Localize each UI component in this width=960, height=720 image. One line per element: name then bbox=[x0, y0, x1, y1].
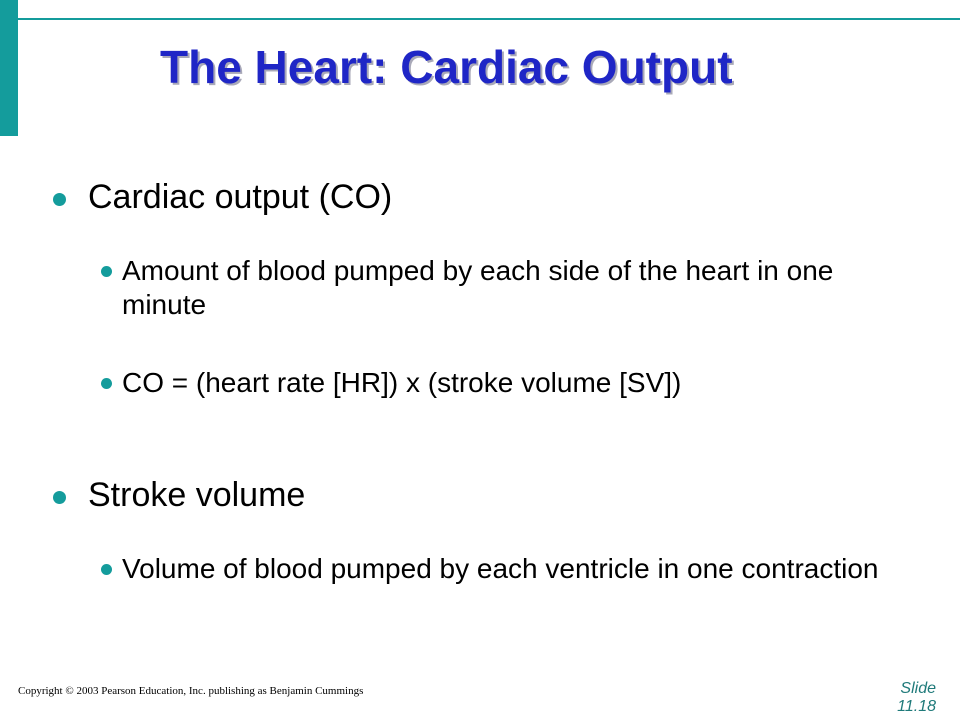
slide-number-value: 11.18 bbox=[897, 698, 936, 716]
sub-bullet-dot-icon bbox=[101, 378, 112, 389]
sub-bullet-text: Volume of blood pumped by each ventricle in one contraction bbox=[122, 553, 879, 584]
sub-bullet-text: CO = (heart rate [HR]) x (stroke volume [SV]) bbox=[122, 367, 682, 398]
accent-bar-vertical bbox=[0, 0, 18, 136]
sub-bullet-volume-of-blood bbox=[101, 552, 891, 586]
sub-bullet-amount-of-blood bbox=[101, 254, 891, 321]
bullet-cardiac-output bbox=[53, 178, 392, 217]
sub-bullet-dot-icon bbox=[101, 564, 112, 575]
slide-label: Slide bbox=[900, 680, 936, 697]
bullet-stroke-volume bbox=[53, 476, 305, 515]
bullet-dot-icon bbox=[53, 491, 66, 504]
accent-bar-horizontal bbox=[18, 18, 960, 20]
bullet-dot-icon bbox=[53, 193, 66, 206]
slide-number bbox=[856, 680, 936, 717]
slide-title: The Heart: Cardiac Output bbox=[160, 41, 733, 93]
sub-bullet-text: Amount of blood pumped by each side of the heart in one minute bbox=[122, 255, 834, 320]
bullet-text: Stroke volume bbox=[88, 476, 306, 514]
sub-bullet-dot-icon bbox=[101, 266, 112, 277]
sub-bullet-co-formula bbox=[101, 366, 891, 400]
copyright-notice: Copyright © 2003 Pearson Education, Inc. publishing as Benjamin Cummings bbox=[18, 685, 364, 697]
bullet-text: Cardiac output (CO) bbox=[88, 178, 393, 216]
